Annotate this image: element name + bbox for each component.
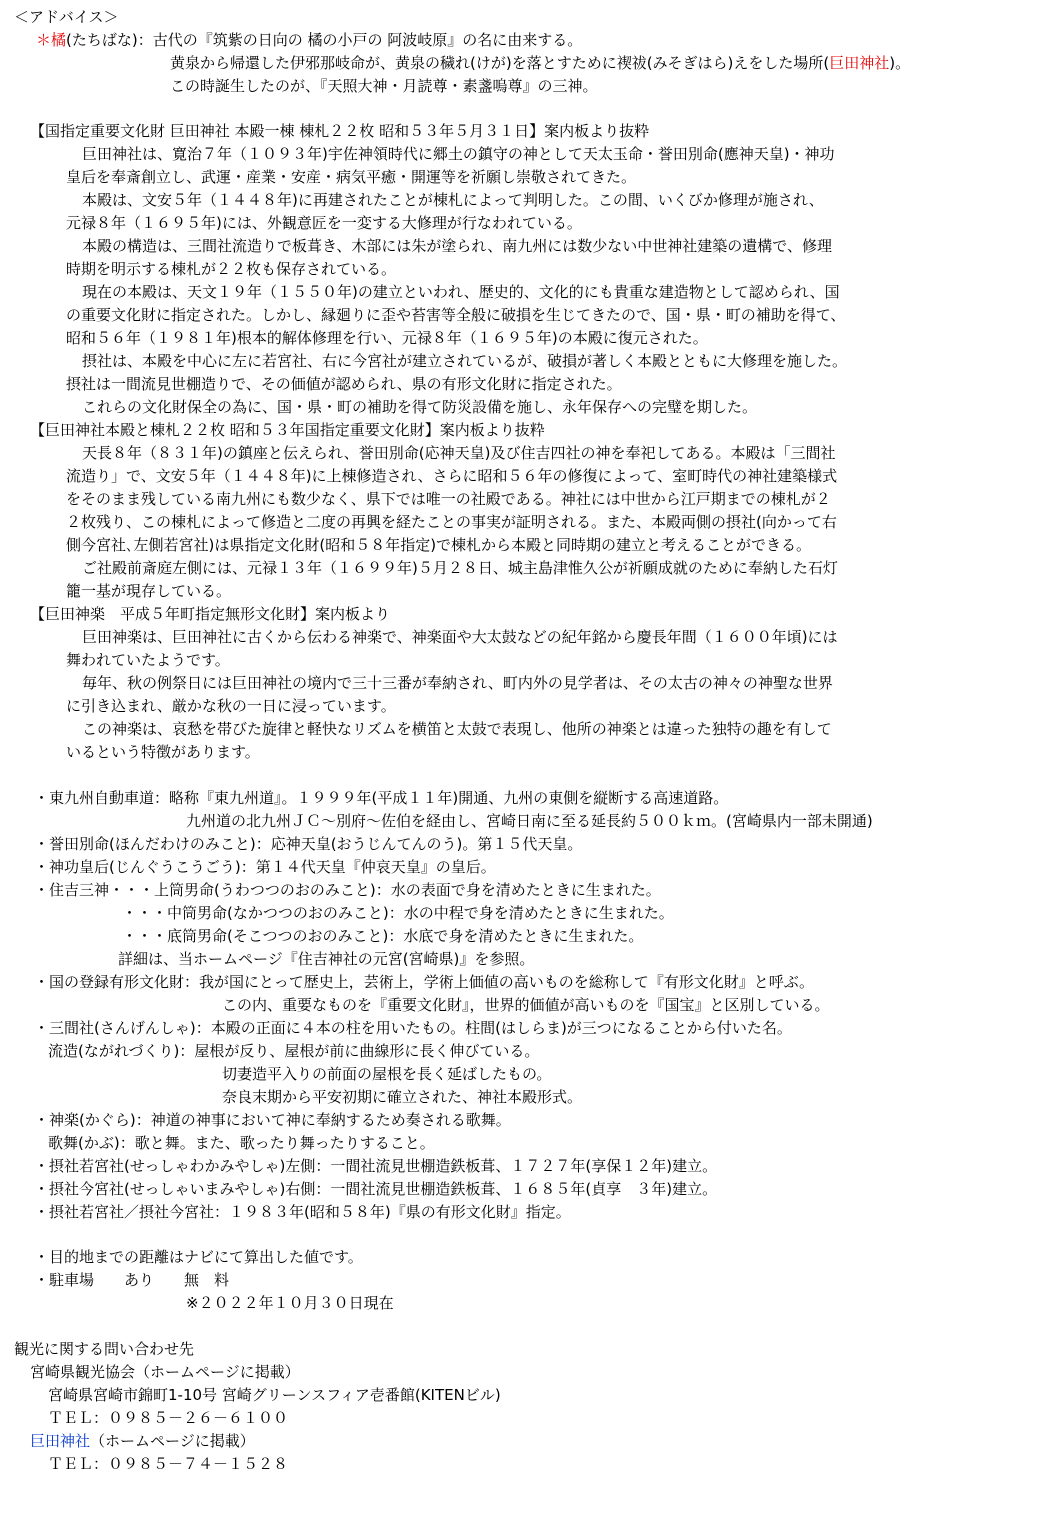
- section2-line: 天長８年（８３１年)の鎮座と伝えられ、誉田別命(応神天皇)及び住吉四社の神を奉祀してある。本殿は「三間社: [82, 444, 836, 462]
- tachibana-line2-end: )。: [889, 54, 911, 72]
- section3-line: いるという特徴があります。: [66, 743, 260, 761]
- note-line: ・摂社今宮社(せっしゃいまみやしゃ)右側：一間社流見世棚造鉄板葺、１６８５年(貞享 ３年)建立。: [34, 1180, 718, 1198]
- section1-line: 皇后を奉斎創立し、武運・産業・安産・病気平癒・開運等を祈願し崇敬されてきた。: [66, 168, 637, 186]
- section3-title: 【巨田神楽 平成５年町指定無形文化財】案内板より: [30, 605, 391, 623]
- tachibana-shrine-link: 巨田神社: [829, 54, 890, 72]
- parking-note: ・駐車場 あり 無 料: [34, 1271, 230, 1289]
- section1-title: 【国指定重要文化財 巨田神社 本殿一棟 棟札２２枚 昭和５３年５月３１日】案内板より抜粋: [30, 122, 650, 140]
- note-line: この内、重要なものを『重要文化財』，世界的価値が高いものを『国宝』と区別している。: [222, 996, 830, 1014]
- note-line: ・国の登録有形文化財：我が国にとって歴史上，芸術上，学術上価値の高いものを総称して『有形文化財』と呼ぶ。: [34, 973, 815, 991]
- contact-org1: 宮崎県観光協会（ホームページに掲載）: [30, 1363, 300, 1381]
- section2-line: 籠一基が現存している。: [66, 582, 232, 600]
- note-line: ・摂社若宮社／摂社今宮社：１９８３年(昭和５８年)『県の有形文化財』指定。: [34, 1203, 571, 1221]
- shrine-homepage-link[interactable]: 巨田神社: [30, 1432, 91, 1450]
- tachibana-line: [36, 30, 582, 50]
- distance-note: ・目的地までの距離はナビにて算出した値です。: [34, 1248, 363, 1266]
- note-line: ・・・中筒男命(なかつつのおのみこと)：水の中程で身を清めたときに生まれた。: [122, 904, 674, 922]
- section2-title: 【巨田神社本殿と棟札２２枚 昭和５３年国指定重要文化財】案内板より抜粋: [30, 421, 545, 439]
- note-line: ・神楽(かぐら)：神道の神事において神に奉納するため奏される歌舞。: [34, 1111, 511, 1129]
- section1-line: 現在の本殿は、天文１９年（１５５０年)の建立といわれ、歴史的、文化的にも貴重な建造物として認められ、国: [82, 283, 840, 301]
- section2-line: 流造り」で、文安５年（１４４８年)に上棟修造され、さらに昭和５６年の修復によって、室町時代の神社建築様式: [66, 467, 838, 485]
- tachibana-mark: ＊: [36, 31, 52, 49]
- note-line: 詳細は、当ホームページ『住吉神社の元宮(宮崎県)』を参照。: [118, 950, 535, 968]
- tachibana-line2: [170, 53, 910, 73]
- section3-line: 毎年、秋の例祭日には巨田神社の境内で三十三番が奉納され、町内外の見学者は、その太古の神々の神聖な世界: [82, 674, 833, 692]
- tachibana-term: 橘: [51, 31, 67, 49]
- section1-line: 本殿の構造は、三間社流造りで板葺き、木部には朱が塗られ、南九州には数少ない中世神社建築の遺構で、修理: [82, 237, 833, 255]
- note-line: ・東九州自動車道：略称『東九州道』。１９９９年(平成１１年)開通、九州の東側を縦断する高速道路。: [34, 789, 729, 807]
- tachibana-line2-text: 黄泉から帰還した伊邪那岐命が、黄泉の穢れ(けが)を落とすために禊祓(みそぎはら)えをした場所(: [170, 54, 830, 72]
- section3-line: 巨田神楽は、巨田神社に古くから伝わる神楽で、神楽面や大太鼓などの紀年銘から慶長年間（１６００年頃)には: [82, 628, 838, 646]
- note-line: 流造(ながれづくり)：屋根が反り、屋根が前に曲線形に長く伸びている。: [48, 1042, 540, 1060]
- section1-line: これらの文化財保全の為に、国・県・町の補助を得て防災設備を施し、永年保存への完璧を期した。: [82, 398, 758, 416]
- note-line: 歌舞(かぶ)：歌と舞。また、歌ったり舞ったりすること。: [48, 1134, 435, 1152]
- note-line: 奈良末期から平安初期に確立された、神社本殿形式。: [222, 1088, 583, 1106]
- section1-line: 時期を明示する棟札が２２枚も保存されている。: [66, 260, 397, 278]
- tachibana-reading: (たちばな)：古代の『筑紫の日向の 橘の小戸の 阿波岐原』の名に由来する。: [66, 31, 583, 49]
- date-note: ※２０２２年１０月３０日現在: [186, 1294, 394, 1312]
- note-line: ・住吉三神・・・上筒男命(うわつつのおのみこと)：水の表面で身を清めたときに生まれた。: [34, 881, 661, 899]
- section1-line: 本殿は、文安５年（１４４８年)に再建されたことが棟札によって判明した。この間、いくびか修理が施され、: [82, 191, 824, 209]
- contact-heading: 観光に関する問い合わせ先: [14, 1340, 195, 1358]
- contact-tel1: ＴＥＬ：０９８５－２６－６１００: [48, 1409, 289, 1427]
- section1-line: 摂社は一間流見世棚造りで、その価値が認められ、県の有形文化財に指定された。: [66, 375, 622, 393]
- contact-address: 宮崎県宮崎市錦町1-10号 宮崎グリーンスフィア壱番館(KITENビル): [48, 1386, 501, 1404]
- contact-org2: [30, 1431, 255, 1451]
- note-line: 九州道の北九州ＪＣ～別府～佐伯を経由し、宮崎日南に至る延長約５００ｋｍ。(宮崎県内一部未開通): [186, 812, 873, 830]
- section1-line: 昭和５６年（１９８１年)根本的解体修理を行い、元禄８年（１６９５年)の本殿に復元された。: [66, 329, 708, 347]
- advice-heading: ＜アドバイス＞: [14, 8, 119, 26]
- section3-line: 舞われていたようです。: [66, 651, 230, 669]
- section2-line: ２枚残り、この棟札によって修造と二度の再興を経たことの事実が証明される。また、本殿両側の摂社(向かって右: [66, 513, 837, 531]
- section2-line: 側今宮社､左側若宮社)は県指定文化財(昭和５８年指定)で棟札から本殿と同時期の建立と考えることができる。: [66, 536, 812, 554]
- note-line: 切妻造平入りの前面の屋根を長く延ばしたもの。: [222, 1065, 552, 1083]
- contact-tel2: ＴＥＬ：０９８５－７４－１５２８: [48, 1455, 289, 1473]
- note-line: ・摂社若宮社(せっしゃわかみやしゃ)左側：一間社流見世棚造鉄板葺、１７２７年(享保１２年)建立。: [34, 1157, 718, 1175]
- note-line: ・神功皇后(じんぐうこうごう)：第１４代天皇『仲哀天皇』の皇后。: [34, 858, 496, 876]
- note-line: ・・・底筒男命(そこつつのおのみこと)：水底で身を清めたときに生まれた。: [122, 927, 644, 945]
- section3-line: この神楽は、哀愁を帯びた旋律と軽快なリズムを横笛と太鼓で表現し、他所の神楽とは違った独特の趣を有して: [82, 720, 832, 738]
- note-line: ・三間社(さんげんしゃ)：本殿の正面に４本の柱を用いたもの。柱間(はしらま)が三つになることから付いた名。: [34, 1019, 792, 1037]
- section1-line: の重要文化財に指定された。しかし、縁廻りに歪や苔害等全般に破損を生じてきたので、国・県・町の補助を得て、: [66, 306, 846, 324]
- tachibana-line3: この時誕生したのが、『天照大神・月読尊・素盞嗚尊』の三神。: [170, 77, 598, 95]
- section2-line: をそのまま残している南九州にも数少なく、県下では唯一の社殿である。神社には中世から江戸期までの棟札が２: [66, 490, 831, 508]
- contact-org2-note: （ホームページに掲載）: [90, 1432, 255, 1450]
- section1-line: 摂社は、本殿を中心に左に若宮社、右に今宮社が建立されているが、破損が著しく本殿とともに大修理を施した。: [82, 352, 848, 370]
- section2-line: ご社殿前斎庭左側には、元禄１３年（１６９９年)５月２８日、城主島津惟久公が祈願成就のために奉納した石灯: [82, 559, 838, 577]
- section3-line: に引き込まれ、厳かな秋の一日に浸っています。: [66, 697, 396, 715]
- note-line: ・誉田別命(ほんだわけのみこと)：応神天皇(おうじんてんのう)。第１５代天皇。: [34, 835, 583, 853]
- section1-line: 巨田神社は、寛治７年（１０９３年)宇佐神領時代に郷土の鎮守の神として天太玉命・誉田別命(應神天皇)・神功: [82, 145, 835, 163]
- section1-line: 元禄８年（１６９５年)には、外観意匠を一変する大修理が行なわれている。: [66, 214, 582, 232]
